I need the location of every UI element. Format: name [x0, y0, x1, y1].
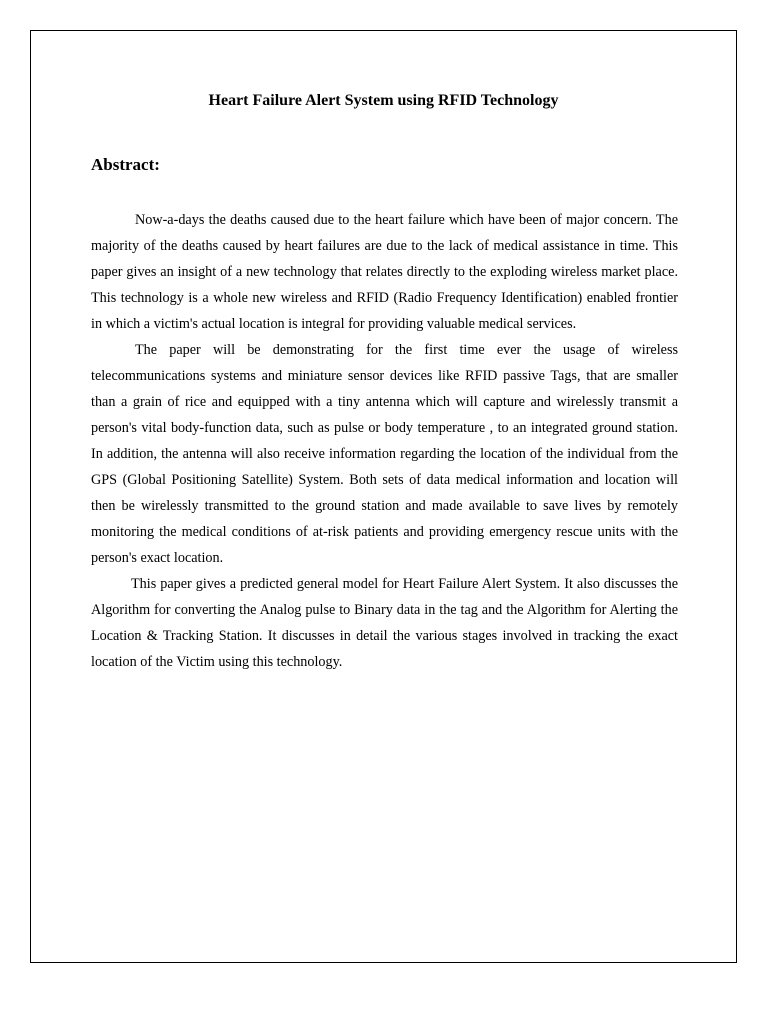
abstract-paragraph-3: This paper gives a predicted general model for Heart Failure Alert System. It also discusses the Algorithm for converting the Analog pulse to Binary data in the tag and the Algorithm for Alerting the Location & Tracking Station. It discusses in detail the various stages involved in tracking the exact location of the Victim using this technology. [91, 576, 678, 670]
abstract-body [91, 207, 678, 675]
abstract-paragraph-1: Now-a-days the deaths caused due to the heart failure which have been of major concern. The majority of the deaths caused by heart failures are due to the lack of medical assistance in time. This paper gives an insight of a new technology that relates directly to the exploding wireless market place. This technology is a whole new wireless and RFID (Radio Frequency Identification) enabled frontier in which a victim's actual location is integral for providing valuable medical services. [91, 212, 678, 332]
abstract-paragraph-2: The paper will be demonstrating for the first time ever the usage of wireless telecommunications systems and miniature sensor devices like RFID passive Tags, that are smaller than a grain of rice and equipped with a tiny antenna which will capture and wirelessly transmit a person's vital body-function data, such as pulse or body temperature , to an integrated ground station. In addition, the antenna will also receive information regarding the location of the individual from the GPS (Global Positioning Satellite) System. Both sets of data medical information and location will then be wirelessly transmitted to the ground station and made available to save lives by remotely monitoring the medical conditions of at-risk patients and providing emergency rescue units with the person's exact location. [91, 342, 678, 566]
document-title: Heart Failure Alert System using RFID Technology [208, 92, 559, 109]
abstract-heading: Abstract: [91, 155, 160, 174]
